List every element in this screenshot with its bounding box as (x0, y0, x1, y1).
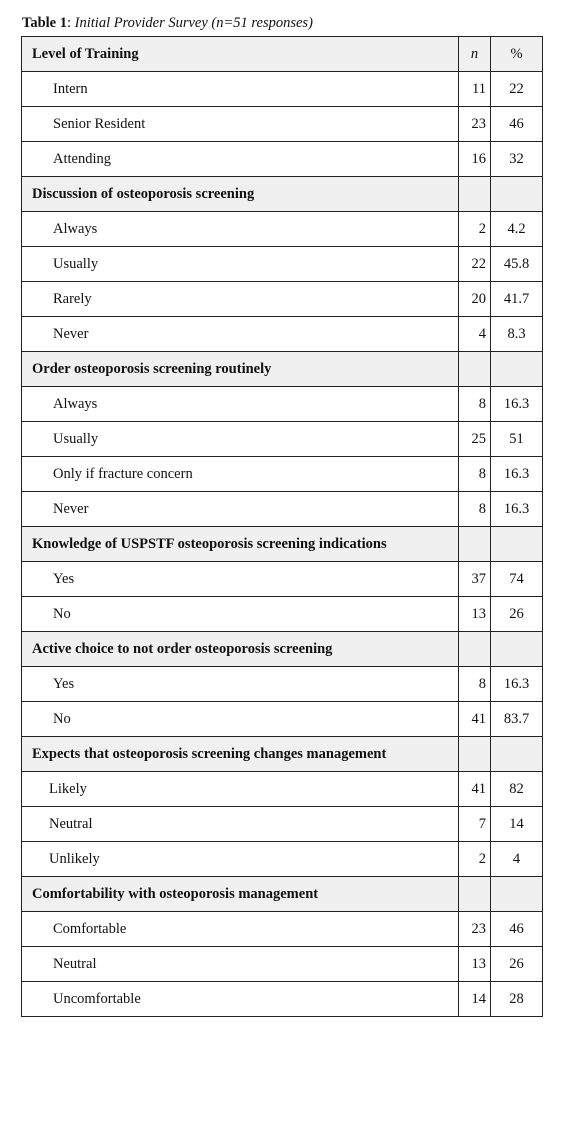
row-label: Senior Resident (22, 107, 459, 142)
row-n: 25 (459, 422, 491, 457)
section-percent-empty (491, 632, 543, 667)
row-label: Uncomfortable (22, 982, 459, 1017)
row-label: Rarely (22, 282, 459, 317)
row-percent: 41.7 (491, 282, 543, 317)
row-label: Usually (22, 247, 459, 282)
row-label: No (22, 702, 459, 737)
row-percent: 4.2 (491, 212, 543, 247)
section-title: Order osteoporosis screening routinely (22, 352, 459, 387)
table-caption-label: Table 1 (22, 15, 67, 31)
section-row-discussion (22, 177, 543, 212)
row-label: Always (22, 387, 459, 422)
row-n: 8 (459, 387, 491, 422)
row-percent: 16.3 (491, 387, 543, 422)
row-n: 22 (459, 247, 491, 282)
table-row (22, 387, 543, 422)
row-label: Usually (22, 422, 459, 457)
table-row (22, 912, 543, 947)
row-label: Never (22, 317, 459, 352)
table-row (22, 807, 543, 842)
row-n: 20 (459, 282, 491, 317)
table-row (22, 982, 543, 1017)
row-label: Neutral (22, 947, 459, 982)
section-title: Discussion of osteoporosis screening (22, 177, 459, 212)
row-n: 2 (459, 212, 491, 247)
row-label: Always (22, 212, 459, 247)
row-n: 37 (459, 562, 491, 597)
section-n-empty (459, 877, 491, 912)
header-percent: % (491, 37, 543, 72)
row-percent: 45.8 (491, 247, 543, 282)
table-row (22, 72, 543, 107)
table-row (22, 597, 543, 632)
section-row-knowledge (22, 527, 543, 562)
row-label: Attending (22, 142, 459, 177)
row-n: 11 (459, 72, 491, 107)
section-n-empty (459, 177, 491, 212)
row-percent: 26 (491, 597, 543, 632)
row-percent: 26 (491, 947, 543, 982)
row-percent: 46 (491, 107, 543, 142)
table-row (22, 562, 543, 597)
row-percent: 82 (491, 772, 543, 807)
row-percent: 83.7 (491, 702, 543, 737)
row-n: 7 (459, 807, 491, 842)
table-row (22, 492, 543, 527)
row-n: 16 (459, 142, 491, 177)
row-label: Intern (22, 72, 459, 107)
section-percent-empty (491, 177, 543, 212)
row-label: Yes (22, 562, 459, 597)
section-n-empty (459, 527, 491, 562)
row-percent: 14 (491, 807, 543, 842)
row-percent: 4 (491, 842, 543, 877)
table-row (22, 317, 543, 352)
row-percent: 16.3 (491, 667, 543, 702)
header-n: n (459, 37, 491, 72)
row-n: 8 (459, 457, 491, 492)
section-n-empty (459, 737, 491, 772)
table-row (22, 107, 543, 142)
section-row-training (22, 37, 543, 72)
row-label: Yes (22, 667, 459, 702)
row-percent: 32 (491, 142, 543, 177)
row-label: Likely (22, 772, 459, 807)
section-percent-empty (491, 877, 543, 912)
survey-table (21, 36, 543, 1017)
row-label: Unlikely (22, 842, 459, 877)
row-label: Only if fracture concern (22, 457, 459, 492)
row-n: 14 (459, 982, 491, 1017)
table-caption (22, 15, 313, 32)
table-row (22, 842, 543, 877)
row-label: Neutral (22, 807, 459, 842)
row-label: No (22, 597, 459, 632)
row-n: 8 (459, 667, 491, 702)
table-row (22, 947, 543, 982)
row-n: 4 (459, 317, 491, 352)
row-n: 41 (459, 702, 491, 737)
row-n: 23 (459, 912, 491, 947)
section-row-expects (22, 737, 543, 772)
table-caption-text: Initial Provider Survey (n=51 responses) (74, 15, 313, 31)
row-percent: 46 (491, 912, 543, 947)
row-percent: 74 (491, 562, 543, 597)
row-percent: 28 (491, 982, 543, 1017)
section-row-comfortability (22, 877, 543, 912)
row-percent: 51 (491, 422, 543, 457)
row-n: 8 (459, 492, 491, 527)
table-row (22, 702, 543, 737)
row-percent: 16.3 (491, 457, 543, 492)
table-row (22, 212, 543, 247)
section-row-active-choice (22, 632, 543, 667)
row-percent: 16.3 (491, 492, 543, 527)
section-n-empty (459, 632, 491, 667)
row-n: 41 (459, 772, 491, 807)
section-n-empty (459, 352, 491, 387)
row-label: Comfortable (22, 912, 459, 947)
row-percent: 8.3 (491, 317, 543, 352)
table-row (22, 772, 543, 807)
table-row (22, 457, 543, 492)
table-row (22, 667, 543, 702)
section-title: Knowledge of USPSTF osteoporosis screening indications (22, 527, 459, 562)
section-title: Level of Training (22, 37, 459, 72)
table-row (22, 422, 543, 457)
section-percent-empty (491, 527, 543, 562)
table-row (22, 142, 543, 177)
section-percent-empty (491, 352, 543, 387)
section-percent-empty (491, 737, 543, 772)
table-caption-separator: : (67, 15, 75, 31)
row-n: 13 (459, 947, 491, 982)
row-n: 2 (459, 842, 491, 877)
table-row (22, 282, 543, 317)
section-row-order (22, 352, 543, 387)
section-title: Comfortability with osteoporosis management (22, 877, 459, 912)
row-label: Never (22, 492, 459, 527)
section-title: Active choice to not order osteoporosis screening (22, 632, 459, 667)
section-title: Expects that osteoporosis screening changes management (22, 737, 459, 772)
row-percent: 22 (491, 72, 543, 107)
table-row (22, 247, 543, 282)
row-n: 23 (459, 107, 491, 142)
row-n: 13 (459, 597, 491, 632)
